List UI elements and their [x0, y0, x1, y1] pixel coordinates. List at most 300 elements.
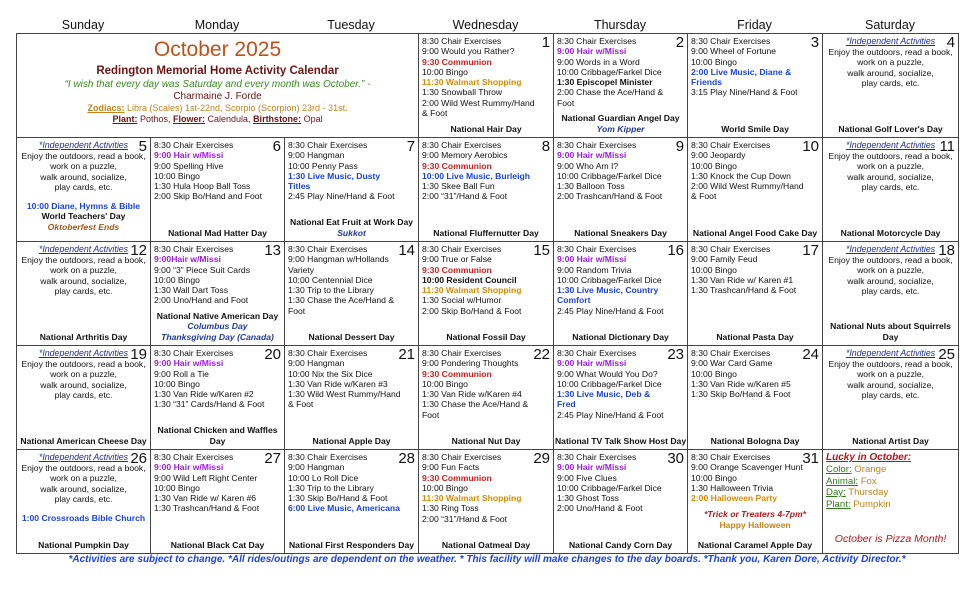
special-events: [20, 201, 147, 233]
national-day-label: National Dessert Day: [308, 331, 395, 342]
day-number: 26: [130, 450, 147, 467]
day-cell: [285, 450, 419, 554]
flower-label: Flower:: [173, 114, 206, 124]
day-cell: [688, 346, 823, 450]
day-cell: [688, 34, 823, 138]
activity-list: [422, 348, 550, 420]
activity-item: 1:30 Halloween Trivia: [691, 482, 774, 493]
quote-author: Charmaine J. Forde: [173, 91, 262, 102]
activity-item: 10:00 Cribbage/Farkel Dice: [557, 170, 662, 181]
day-cell: [554, 138, 688, 242]
independent-activities-text: work on a puzzle,: [50, 473, 117, 483]
activity-item: 9:00 Hangman: [288, 358, 345, 369]
independent-activities-text: play cards, etc.: [54, 286, 113, 296]
national-day-label: National Candy Corn Day: [568, 539, 673, 550]
national-day-label: National TV Talk Show Host Day: [554, 435, 687, 446]
national-day-label: National Angel Food Cake Day: [692, 227, 818, 238]
day-cell: [688, 450, 823, 554]
activity-item: 9:00 Five Clues: [557, 472, 617, 483]
day-cell: [419, 450, 554, 554]
day-cell: [823, 138, 959, 242]
independent-activities-text: work on a puzzle,: [857, 57, 924, 67]
week-row: [17, 138, 959, 242]
national-day-label: National Oatmeal Day: [441, 539, 531, 550]
national-day: [419, 228, 553, 242]
day-cell: [419, 34, 554, 138]
activity-list: [557, 244, 684, 316]
independent-activities-text: play cards, etc.: [861, 182, 920, 192]
activity-list: [691, 36, 819, 98]
activity-item: 10:00 Bingo: [691, 264, 737, 275]
calendar-subtitle: Redington Memorial Home Activity Calendar: [96, 65, 339, 77]
monthly-quote: “I wish that every day was Saturday and every month was October.” -: [64, 79, 371, 90]
independent-activities: [826, 244, 955, 297]
activity-item: 9:30 Communion: [422, 56, 492, 67]
halloween-text: *Trick or Treaters 4-7pm*: [704, 509, 806, 520]
day-number: 31: [802, 450, 820, 467]
activity-item: 1:30 Ring Toss: [422, 503, 479, 514]
day-cell: [151, 450, 285, 554]
week-row: [17, 34, 959, 138]
zodiac-label: Zodiacs:: [87, 103, 125, 113]
day-number: 18: [938, 242, 956, 259]
national-day: [419, 124, 553, 138]
activity-list: [691, 244, 819, 295]
national-day: [419, 436, 553, 450]
national-day: [17, 540, 150, 554]
national-day-label: National Black Cat Day: [170, 539, 265, 550]
activity-item: 1:30 Snowball Throw: [422, 87, 503, 98]
national-day: [419, 540, 553, 554]
activity-list: [154, 452, 281, 514]
day-number: 8: [541, 138, 551, 155]
activity-item: 1:30 Skip Bo/Hand & Foot: [288, 493, 388, 504]
day-number: 16: [667, 242, 685, 259]
day-number: 14: [398, 242, 416, 259]
activity-item: 9:30 Communion: [422, 264, 492, 275]
holiday-label: Yom Kipper: [596, 123, 645, 134]
activity-item: 10:00 Resident Council: [422, 274, 517, 285]
activity-item: 1:30 Van Ride w/Karen #2: [154, 389, 254, 400]
national-day-label: National Bologna Day: [710, 435, 800, 446]
birthstone-text: Opal: [301, 114, 323, 124]
national-day-label: National Arthritis Day: [39, 331, 128, 342]
activity-item: 9:00 Hangman: [288, 150, 345, 161]
national-day-label: National Artist Day: [852, 435, 929, 446]
day-number: 21: [398, 346, 416, 363]
lucky-day-label: Day:: [826, 487, 846, 498]
activity-item: 1:30 Trip to the Library: [288, 482, 374, 493]
activity-list: [557, 140, 684, 202]
activity-item: 9:00 Who Am I?: [557, 160, 619, 171]
week-row: [17, 346, 959, 450]
day-number: 20: [264, 346, 281, 363]
national-day: [823, 321, 958, 345]
national-day: [17, 332, 150, 346]
lucky-color-row: [826, 464, 955, 476]
independent-activities-text: work on a puzzle,: [50, 369, 117, 379]
activity-list: [288, 140, 415, 202]
national-day: [151, 228, 284, 242]
national-day: [554, 540, 687, 554]
day-cell: [419, 242, 554, 346]
independent-activities: [20, 452, 147, 505]
activity-item: 8:30 Chair Exercises: [288, 140, 368, 150]
national-day-label: National Motorcycle Day: [840, 227, 941, 238]
activity-item: 8:30 Chair Exercises: [288, 244, 368, 254]
national-day-label: National Native American Day: [156, 310, 279, 321]
activity-item: 9:00Hair w/Missi: [154, 254, 221, 265]
activity-list: [154, 348, 281, 410]
activity-item: 8:30 Chair Exercises: [691, 140, 771, 150]
lucky-day-row: [826, 487, 955, 499]
day-cell: [17, 346, 151, 450]
activity-item: 1:30 Skee Ball Fun: [422, 181, 495, 192]
independent-activities: [20, 244, 147, 297]
activity-item: 1:30 Hula Hoop Ball Toss: [154, 181, 251, 192]
day-number: 25: [938, 346, 956, 363]
national-day-label: National Guardian Angel Day: [561, 113, 680, 123]
independent-activities: [826, 348, 955, 401]
weekday-thursday: Thursday: [593, 18, 647, 32]
day-number: 11: [939, 138, 956, 155]
activity-item: 8:30 Chair Exercises: [422, 140, 502, 150]
independent-activities-text: play cards, etc.: [861, 286, 920, 296]
activity-item: 10:00 Bingo: [154, 274, 200, 285]
activity-item: 9:00 Hair w/Missi: [154, 358, 224, 369]
activity-item: 9:00 Roll a Tie: [154, 368, 209, 379]
activity-item: 2:00 Uno/Hand and Foot: [154, 295, 249, 306]
activity-item: 2:45 Play Nine/Hand & Foot: [288, 191, 395, 202]
national-day: [17, 436, 150, 450]
independent-activities-text: Enjoy the outdoors, read a book,: [21, 150, 146, 161]
activity-item: 10:00 Nix the Six Dice: [288, 368, 373, 379]
day-cell: [823, 242, 959, 346]
national-day-label: National Hair Day: [450, 123, 522, 134]
national-day: [419, 332, 553, 346]
activity-item: 9:30 Communion: [422, 160, 492, 171]
activity-item: 1:30 Van Ride w/ Karen #6: [154, 493, 257, 504]
independent-activities: [20, 348, 147, 401]
week-row: [17, 450, 959, 554]
pizza-month-note: October is Pizza Month!: [834, 533, 947, 545]
day-number: 9: [675, 138, 685, 155]
zodiac-line: [20, 103, 415, 114]
activity-item: 8:30 Chair Exercises: [557, 140, 637, 150]
day-cell: [419, 138, 554, 242]
activity-list: [154, 244, 281, 306]
activity-item: 1:30 Skip Bo/Hand & Foot: [691, 389, 791, 400]
day-cell: [688, 242, 823, 346]
activity-item: 1:30 Episcopel Minister: [557, 77, 653, 88]
independent-activities: [826, 36, 955, 89]
activity-list: [422, 244, 550, 316]
activity-item: 3:15 Play Nine/Hand & Foot: [691, 87, 798, 98]
lucky-in-october-cell: [823, 450, 959, 554]
independent-activities-text: Enjoy the outdoors, read a book,: [21, 462, 146, 473]
national-day-label: National Caramel Apple Day: [697, 539, 813, 550]
independent-activities-title: *Independent Activities: [845, 140, 936, 150]
activity-item: 11:30 Walmart Shopping: [422, 493, 522, 504]
activity-item: 2:00 Wild West Rummy/Hand & Foot: [691, 181, 804, 202]
national-day-label: National Chicken and Waffles Day: [157, 425, 278, 446]
national-day: [151, 311, 284, 346]
activity-item: 9:00 Memory Aerobics: [422, 150, 508, 161]
day-cell: [151, 138, 285, 242]
independent-activities-text: Enjoy the outdoors, read a book,: [828, 358, 953, 369]
day-cell: [285, 346, 419, 450]
independent-activities-title: *Independent Activities: [38, 140, 129, 150]
day-cell: [823, 34, 959, 138]
day-number: 19: [130, 346, 147, 363]
day-number: 7: [406, 138, 416, 155]
activity-item: 10:00 Cribbage/Farkel Dice: [557, 482, 662, 493]
day-cell: [17, 450, 151, 554]
activity-item: 11:30 Walmart Shopping: [422, 285, 522, 296]
holiday-label: Columbus Day: [187, 321, 248, 331]
activity-item: 8:30 Chair Exercises: [288, 452, 368, 462]
day-number: 6: [272, 138, 281, 155]
activity-item: 1:30 Ghost Toss: [557, 493, 619, 504]
independent-activities-text: walk around, socialize,: [847, 171, 934, 182]
special-events: [20, 513, 147, 524]
activity-item: 10:00 Bingo: [154, 378, 200, 389]
independent-activities-text: walk around, socialize,: [847, 379, 934, 390]
title-block: [17, 34, 419, 138]
activity-item: 10:00 Penny Pass: [288, 160, 358, 171]
activity-item: 1:30 Trashcan/Hand & Foot: [691, 285, 797, 296]
day-cell: [151, 242, 285, 346]
day-number: 28: [398, 450, 416, 467]
national-day: [688, 540, 822, 554]
activity-item: 9:00 Hair w/Missi: [557, 150, 627, 161]
national-day: [285, 332, 418, 346]
independent-activities-text: walk around, socialize,: [40, 275, 127, 286]
national-day: [151, 540, 284, 554]
weekday-monday: Monday: [194, 18, 240, 32]
activity-item: 1:30 Wall Dart Toss: [154, 285, 229, 296]
activity-item: 2:00 Trashcan/Hand & Foot: [557, 191, 663, 202]
calendar-grid: [16, 33, 959, 554]
calendar-month-title: October 2025: [153, 38, 282, 61]
activity-item: 10:00 Bingo: [691, 56, 737, 67]
activity-item: 2:00 Live Music, Diane & Friends: [691, 66, 792, 88]
activity-item: 8:30 Chair Exercises: [154, 244, 234, 254]
activity-list: [288, 244, 415, 316]
day-cell: [554, 450, 688, 554]
activity-item: 9:00 Hair w/Missi: [557, 254, 627, 265]
day-number: 15: [533, 242, 551, 259]
weekday-sunday: Sunday: [61, 18, 105, 32]
day-number: 10: [802, 138, 820, 155]
week-row: [17, 242, 959, 346]
activity-item: 9:30 Communion: [422, 472, 492, 483]
independent-activities-text: work on a puzzle,: [50, 161, 117, 171]
activity-item: 8:30 Chair Exercises: [691, 348, 771, 358]
national-day: [823, 124, 958, 138]
activity-item: 6:00 Live Music, Americana: [288, 503, 400, 514]
activity-item: 9:00 Hair w/Missi: [557, 358, 627, 369]
day-cell: [17, 242, 151, 346]
day-cell: [554, 34, 688, 138]
activity-item: 1:30 Chase the Ace/Hand & Foot: [288, 295, 395, 316]
activity-item: 1:30 Live Music, Deb & Fred: [557, 389, 651, 410]
activity-item: 1:30 Social w/Humor: [422, 295, 502, 306]
activity-item: 9:00 Pondering Thoughts: [422, 358, 519, 369]
national-day-label: National Pumpkin Day: [38, 539, 129, 550]
activity-item: 8:30 Chair Exercises: [557, 452, 637, 462]
independent-activities-text: walk around, socialize,: [40, 483, 127, 494]
activity-item: 1:30 “31” Cards/Hand & Foot: [154, 399, 265, 410]
plant-label: Plant:: [112, 114, 138, 124]
activity-item: 9:00 True or False: [422, 254, 492, 265]
activity-item: 10:00 Bingo: [422, 482, 468, 493]
independent-activities-text: play cards, etc.: [861, 390, 920, 400]
special-event: Oktoberfest Ends: [47, 221, 120, 232]
birthstone-label: Birthstone:: [253, 114, 302, 124]
activity-item: 2:00 Halloween Party: [691, 493, 778, 504]
activity-item: 10:00 Bingo: [154, 482, 200, 493]
special-event: World Teachers' Day: [41, 211, 126, 221]
activity-item: 9:00 “3” Piece Suit Cards: [154, 264, 251, 275]
activity-item: 9:00 Wheel of Fortune: [691, 46, 777, 57]
day-number: 3: [810, 34, 820, 51]
activity-item: 1:30 Van Ride w/Karen #4: [422, 389, 522, 400]
activity-item: 1:30 Trip to the Library: [288, 285, 374, 296]
day-cell: [285, 138, 419, 242]
holiday-label: Thanksgiving Day (Canada): [161, 331, 274, 342]
day-cell: [554, 346, 688, 450]
plant-line: [20, 114, 415, 125]
national-day: [688, 332, 822, 346]
national-day-label: National Apple Day: [312, 435, 391, 446]
day-number: 17: [802, 242, 820, 259]
national-day: [285, 540, 418, 554]
activity-item: 9:00 Hair w/Missi: [154, 462, 224, 473]
independent-activities-title: *Independent Activities: [38, 244, 129, 254]
activity-list: [557, 452, 684, 514]
independent-activities-text: play cards, etc.: [861, 78, 920, 88]
activity-item: 2:00 Uno/Hand & Foot: [557, 503, 643, 514]
day-number: 22: [533, 346, 551, 363]
independent-activities: [826, 140, 955, 193]
activity-list: [288, 348, 415, 410]
activity-item: 9:00 Hangman: [288, 462, 345, 473]
activity-item: 2:45 Play Nine/Hand & Foot: [557, 409, 664, 420]
activity-item: 9:00 Hair w/Missi: [154, 150, 224, 161]
lucky-plant-row: [826, 499, 955, 511]
lucky-plant-label: Plant:: [826, 498, 851, 510]
independent-activities-title: *Independent Activities: [845, 244, 936, 254]
day-number: 27: [264, 450, 281, 467]
activity-item: 9:00 Fun Facts: [422, 462, 480, 473]
activity-item: 8:30 Chair Exercises: [557, 36, 637, 46]
activity-item: 9:00 War Card Game: [691, 358, 773, 369]
activity-item: 10:00 Centennial Dice: [288, 274, 373, 285]
national-day-label: National First Responders Day: [288, 539, 415, 550]
national-day-label: World Smile Day: [721, 123, 789, 134]
activity-item: 2:00 Wild West Rummy/Hand & Foot: [422, 97, 535, 119]
activity-item: 10:00 Live Music, Burleigh: [422, 170, 530, 181]
activity-item: 9:00 What Would You Do?: [557, 368, 658, 379]
national-day-label: National Mad Hatter Day: [168, 227, 267, 238]
day-number: 30: [667, 450, 685, 467]
activity-item: 9:00 Spelling Hive: [154, 160, 224, 171]
activity-item: 9:00 Words in a Word: [557, 56, 640, 67]
activity-item: 1:30 Trashcan/Hand & Foot: [154, 503, 260, 514]
activity-item: 1:30 Van Ride w/Karen #5: [691, 378, 791, 389]
day-number: 24: [802, 346, 820, 363]
national-day: [688, 124, 822, 138]
activity-item: 8:30 Chair Exercises: [288, 348, 368, 358]
independent-activities-text: work on a puzzle,: [50, 265, 117, 275]
activity-item: 10:00 Lo Roll Dice: [288, 472, 359, 483]
activity-item: 8:30 Chair Exercises: [422, 452, 502, 462]
activity-list: [691, 348, 819, 399]
national-day: [688, 228, 822, 242]
activity-item: 2:00 “31”/Hand & Foot: [422, 191, 508, 202]
lucky-title: Lucky in October:: [826, 452, 912, 463]
weekday-header: [16, 17, 958, 33]
day-cell: [688, 138, 823, 242]
holiday-label: Sukkot: [337, 227, 366, 238]
national-day: [823, 228, 958, 242]
national-day: [823, 436, 958, 450]
activity-item: 10:00 Bingo: [154, 170, 200, 181]
national-day-label: National Dictionary Day: [572, 331, 669, 342]
activity-item: 10:00 Bingo: [691, 368, 737, 379]
weekday-tuesday: Tuesday: [327, 18, 375, 32]
national-day: [151, 425, 284, 449]
zodiac-text: Libra (Scales) 1st-22nd, Scorpio (Scorpion) 23rd - 31st.: [124, 103, 348, 113]
activity-item: 1:30 Knock the Cup Down: [691, 170, 791, 181]
activity-item: 9:00 Orange Scavenger Hunt: [691, 462, 803, 473]
independent-activities-text: walk around, socialize,: [847, 67, 934, 78]
halloween-note: [691, 509, 819, 530]
activity-list: [422, 140, 550, 202]
independent-activities-text: Enjoy the outdoors, read a book,: [828, 254, 953, 265]
national-day: [554, 228, 687, 242]
day-number: 23: [667, 346, 685, 363]
activity-item: 1:30 Van Ride w/ Karen #1: [691, 274, 794, 285]
independent-activities-text: play cards, etc.: [54, 390, 113, 400]
activity-list: [422, 36, 550, 118]
lucky-animal-label: Animal:: [826, 475, 859, 487]
day-cell: [419, 346, 554, 450]
national-day-label: National Fluffernutter Day: [433, 227, 539, 238]
activity-item: 8:30 Chair Exercises: [422, 36, 502, 46]
halloween-text: Happy Halloween: [719, 519, 791, 530]
national-day: [554, 436, 687, 450]
activity-item: 9:00 Random Trivia: [557, 264, 632, 275]
day-number: 5: [138, 138, 147, 155]
national-day: [688, 436, 822, 450]
activity-item: 8:30 Chair Exercises: [154, 452, 234, 462]
activity-list: [422, 452, 550, 524]
activity-item: 10:00 Bingo: [691, 160, 737, 171]
national-day: [554, 332, 687, 346]
activity-item: 8:30 Chair Exercises: [422, 244, 502, 254]
activity-item: 2:00 Skip Bo/Hand & Foot: [422, 305, 522, 316]
activity-item: 1:30 Live Music, Country Comfort: [557, 285, 659, 306]
activity-item: 2:45 Play Nine/Hand & Foot: [557, 305, 664, 316]
activity-item: 9:00 Would you Rather?: [422, 46, 515, 57]
day-number: 13: [264, 242, 281, 259]
activity-item: 8:30 Chair Exercises: [154, 348, 234, 358]
activity-item: 10:00 Bingo: [422, 378, 468, 389]
national-day-label: National Golf Lover's Day: [838, 123, 943, 134]
activity-item: 8:30 Chair Exercises: [422, 348, 502, 358]
